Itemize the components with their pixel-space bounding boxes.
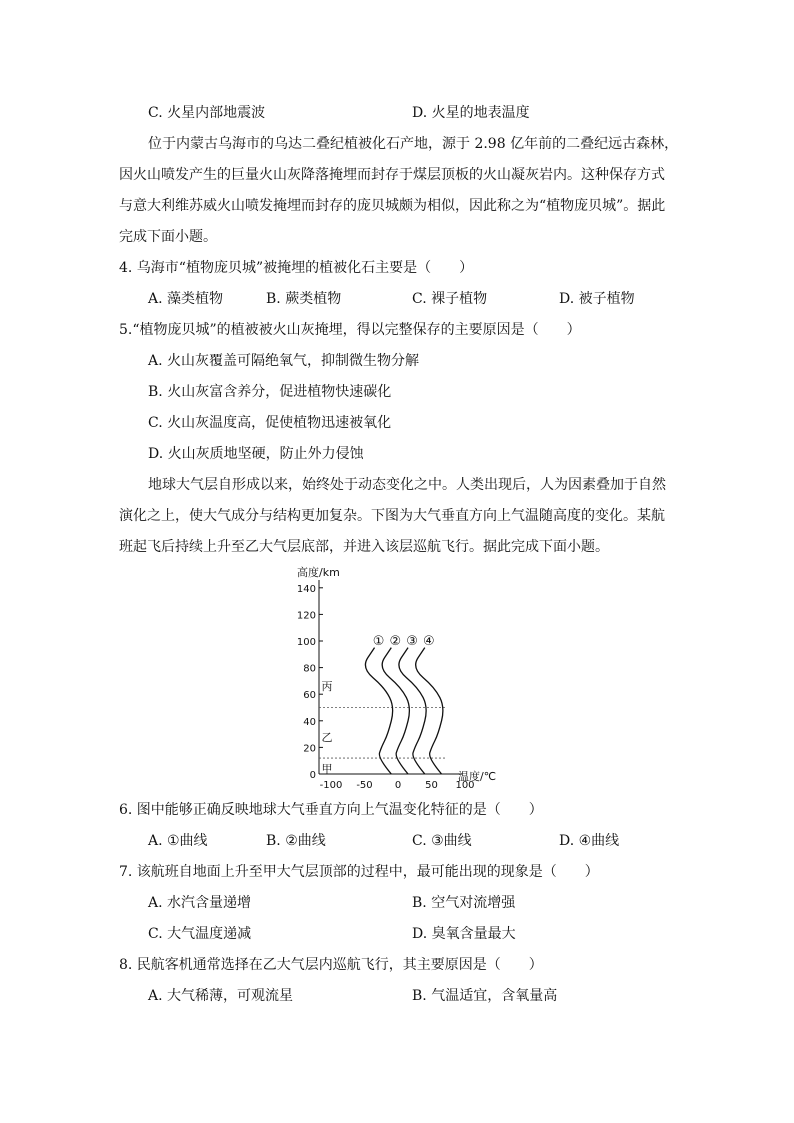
q7-option-b: B. 空气对流增强	[412, 895, 516, 911]
x-axis-label: 温度/℃	[458, 770, 497, 783]
y-tick-label: 0	[309, 770, 316, 781]
question-4-stem: 4. 乌海市“植物庞贝城”被掩埋的植被化石主要是（ ）	[119, 260, 474, 276]
layer-label: 丙	[321, 680, 333, 694]
x-tick-label: 0	[394, 780, 402, 791]
passage1-line: 完成下面小题。	[119, 229, 217, 245]
q4-option-d: D. 被子植物	[559, 291, 635, 307]
y-tick-label: 100	[296, 637, 316, 648]
curve-label: ④	[422, 634, 435, 649]
q5-option-d: D. 火山灰质地坚硬，防止外力侵蚀	[148, 446, 364, 462]
x-tick-label: 100	[455, 780, 475, 791]
passage2-line: 地球大气层自形成以来，始终处于动态变化之中。人类出现后，人为因素叠加于自然	[148, 477, 666, 493]
layer-label: 甲	[321, 762, 333, 776]
q3-option-d: D. 火星的地表温度	[412, 105, 530, 121]
y-tick-label: 60	[303, 690, 316, 702]
y-tick-label: 120	[296, 610, 316, 622]
y-tick-label: 140	[296, 583, 316, 595]
q8-option-b: B. 气温适宜，含氧量高	[412, 988, 558, 1004]
passage1-line: 因火山喷发产生的巨量火山灰降落掩埋而封存于煤层顶板的火山凝灰岩内。这种保存方式	[119, 167, 665, 183]
passage1-line: 与意大利维苏威火山喷发掩埋而封存的庞贝城颇为相似，因此称之为“植物庞贝城”。据此	[119, 198, 666, 214]
y-axis-label: 高度/km	[297, 566, 340, 579]
q5-option-b: B. 火山灰富含养分，促进植物快速碳化	[148, 384, 392, 400]
y-tick-label: 80	[303, 663, 316, 675]
curve-4	[416, 648, 443, 774]
q6-option-d: D. ④曲线	[559, 833, 620, 849]
question-6-stem: 6. 图中能够正确反映地球大气垂直方向上气温变化特征的是（ ）	[119, 802, 543, 818]
q5-option-c: C. 火山灰温度高，促使植物迅速被氧化	[148, 415, 392, 431]
q6-option-b: B. ②曲线	[266, 833, 326, 849]
question-7-stem: 7. 该航班自地面上升至甲大气层顶部的过程中，最可能出现的现象是（ ）	[119, 864, 599, 880]
y-tick-label: 40	[303, 716, 316, 728]
q4-option-a: A. 藻类植物	[148, 291, 224, 307]
y-tick-label: 20	[303, 743, 316, 755]
q6-option-a: A. ①曲线	[148, 833, 208, 849]
q3-option-c: C. 火星内部地震波	[148, 105, 266, 121]
q7-option-c: C. 大气温度递减	[148, 926, 252, 942]
curve-3	[399, 648, 426, 774]
passage2-line: 演化之上，使大气成分与结构更加复杂。下图为大气垂直方向上气温随高度的变化。某航	[119, 508, 665, 524]
question-5-stem: 5.“植物庞贝城”的植被被火山灰掩埋，得以完整保存的主要原因是（ ）	[119, 322, 581, 338]
curve-label: ②	[389, 634, 402, 649]
q4-option-c: C. 裸子植物	[412, 291, 488, 307]
q8-option-a: A. 大气稀薄，可观流星	[148, 988, 294, 1004]
q5-option-a: A. 火山灰覆盖可隔绝氧气，抑制微生物分解	[148, 353, 420, 369]
layer-label: 乙	[321, 730, 333, 744]
q4-option-b: B. 蕨类植物	[266, 291, 342, 307]
temperature-altitude-chart	[292, 562, 507, 792]
x-tick-label: -50	[356, 780, 373, 791]
curve-1	[365, 648, 392, 774]
x-tick-label: -100	[319, 780, 343, 791]
curve-label: ①	[372, 634, 385, 649]
passage1-line: 位于内蒙古乌海市的乌达二叠纪植被化石产地，源于 2.98 亿年前的二叠纪远古森林，	[148, 136, 679, 152]
q7-option-d: D. 臭氧含量最大	[412, 926, 516, 942]
q7-option-a: A. 水汽含量递增	[148, 895, 252, 911]
curve-label: ③	[406, 634, 418, 649]
x-tick-label: 50	[425, 780, 438, 791]
curve-2	[382, 648, 409, 774]
q6-option-c: C. ③曲线	[412, 833, 472, 849]
question-8-stem: 8. 民航客机通常选择在乙大气层内巡航飞行，其主要原因是（ ）	[119, 957, 543, 973]
passage2-line: 班起飞后持续上升至乙大气层底部，并进入该层巡航飞行。据此完成下面小题。	[119, 539, 609, 555]
